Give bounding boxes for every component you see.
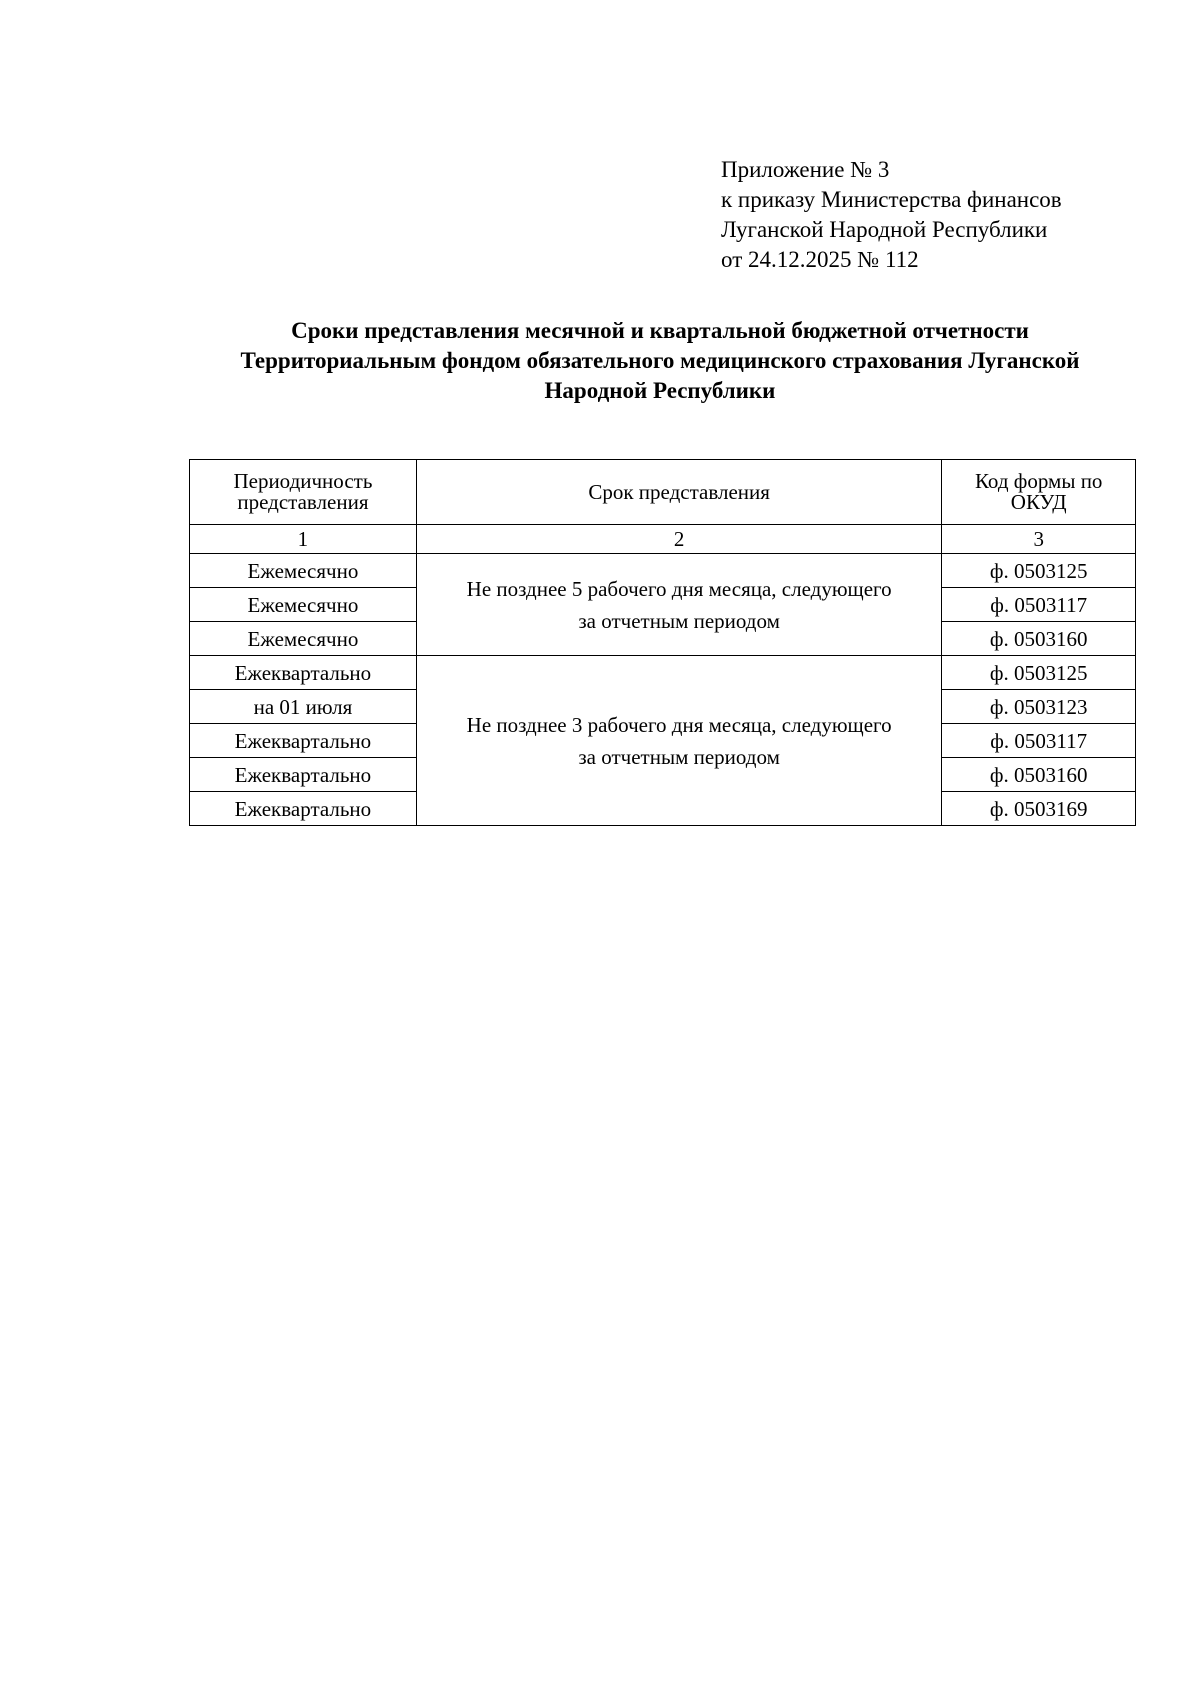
period-cell: Ежеквартально — [190, 724, 417, 758]
appendix-order-ref: к приказу Министерства финансов — [721, 187, 1062, 212]
table-row — [190, 554, 1136, 588]
period-cell: Ежемесячно — [190, 554, 417, 588]
column-number: 1 — [190, 525, 417, 554]
document-title — [160, 316, 1160, 406]
title-line-2: Территориальным фондом обязательного медицинского страхования Луганской — [240, 348, 1080, 373]
code-cell: ф. 0503123 — [942, 690, 1136, 724]
code-cell: ф. 0503125 — [942, 554, 1136, 588]
title-line-1: Сроки представления месячной и квартальной бюджетной отчетности — [291, 318, 1029, 343]
period-cell: Ежеквартально — [190, 792, 417, 826]
code-cell: ф. 0503125 — [942, 656, 1136, 690]
reporting-schedule-table — [189, 459, 1136, 826]
column-number: 2 — [416, 525, 942, 554]
code-cell: ф. 0503160 — [942, 758, 1136, 792]
period-cell: Ежемесячно — [190, 588, 417, 622]
period-cell: на 01 июля — [190, 690, 417, 724]
period-cell: Ежеквартально — [190, 656, 417, 690]
column-number: 3 — [942, 525, 1136, 554]
appendix-republic: Луганской Народной Республики — [721, 217, 1048, 242]
code-cell: ф. 0503117 — [942, 588, 1136, 622]
period-cell: Ежеквартально — [190, 758, 417, 792]
table-row — [190, 656, 1136, 690]
title-line-3: Народной Республики — [544, 378, 776, 403]
header-period: Периодичность представления — [190, 460, 417, 525]
code-cell: ф. 0503117 — [942, 724, 1136, 758]
appendix-date: от 24.12.2025 № 112 — [721, 247, 919, 272]
appendix-reference — [721, 155, 1062, 275]
term-cell-quarterly: Не позднее 3 рабочего дня месяца, следующего за отчетным периодом — [416, 656, 942, 826]
column-number-row — [190, 525, 1136, 554]
table-header-row — [190, 460, 1136, 525]
term-cell-monthly: Не позднее 5 рабочего дня месяца, следующего за отчетным периодом — [416, 554, 942, 656]
code-cell: ф. 0503160 — [942, 622, 1136, 656]
appendix-number: Приложение № 3 — [721, 157, 890, 182]
header-code: Код формы по ОКУД — [942, 460, 1136, 525]
code-cell: ф. 0503169 — [942, 792, 1136, 826]
header-term: Срок представления — [416, 460, 942, 525]
period-cell: Ежемесячно — [190, 622, 417, 656]
